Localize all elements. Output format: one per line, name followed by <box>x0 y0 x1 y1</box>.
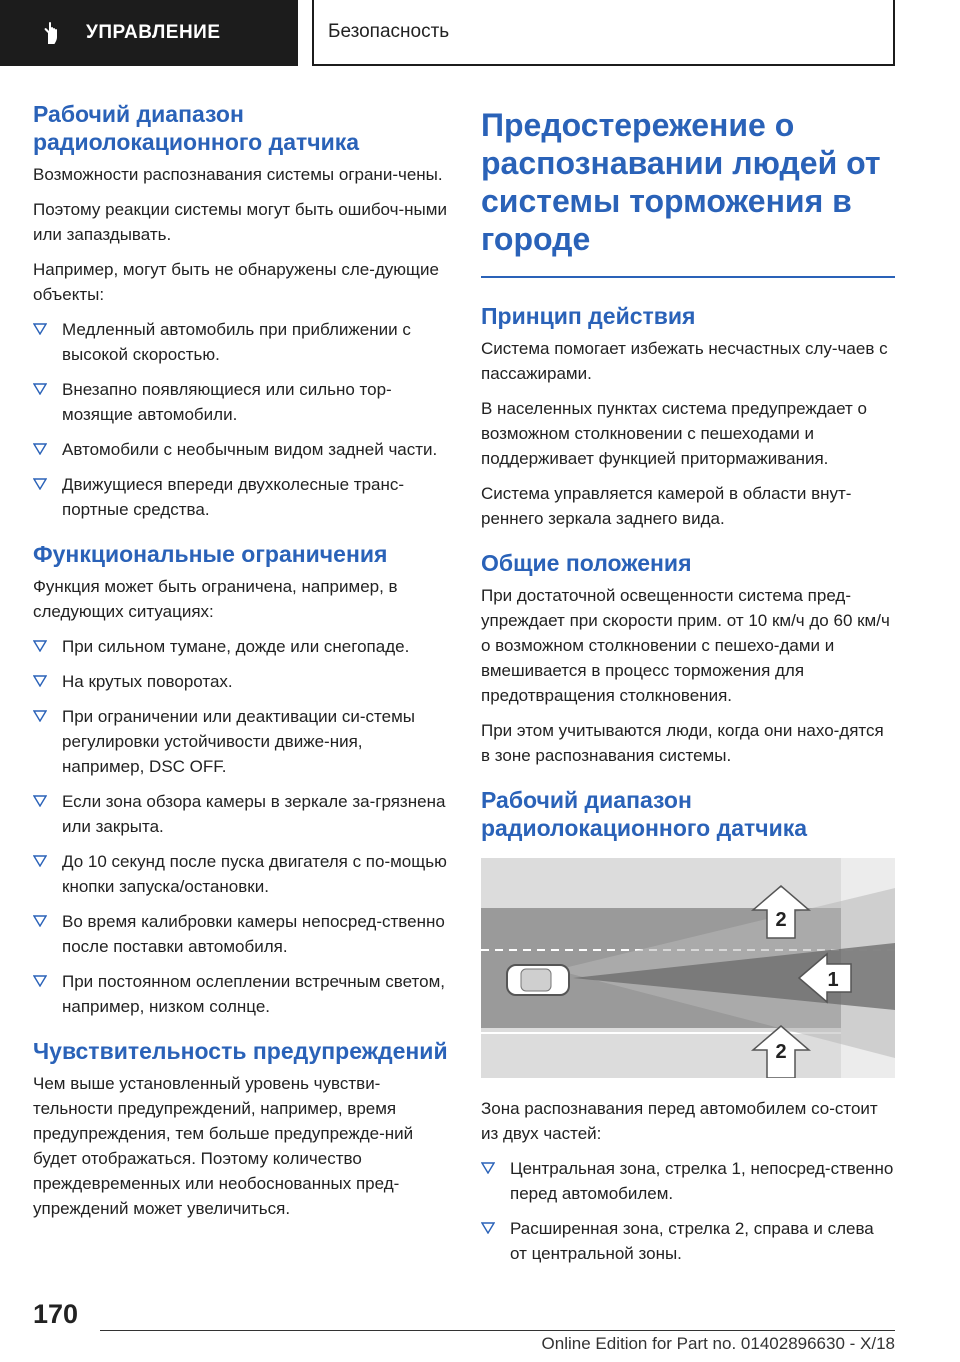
triangle-bullet-icon <box>33 675 47 687</box>
chapter-tab <box>0 0 298 66</box>
svg-text:2: 2 <box>775 909 787 931</box>
list-item: На крутых поворотах. <box>33 669 448 694</box>
section-label: Безопасность <box>328 21 450 42</box>
list-item: Внезапно появляющиеся или сильно тор-мозящие автомобили. <box>33 377 448 427</box>
section-title-sensor-range-right: Рабочий диапазон радиолокационного датчика <box>481 787 808 841</box>
list-item: До 10 секунд после пуска двигателя с по-мощью кнопки запуска/остановки. <box>33 849 448 899</box>
title-divider <box>481 276 895 278</box>
section-title-general: Общие положения <box>481 550 692 576</box>
triangle-bullet-icon <box>481 1162 495 1174</box>
section-title-sensitivity: Чувствительность предупреждений <box>33 1038 448 1064</box>
paragraph: При этом учитываются люди, когда они нахо-дятся в зоне распознавания системы. <box>481 721 884 765</box>
triangle-bullet-icon <box>33 975 47 987</box>
page-number: 170 <box>33 1299 79 1329</box>
triangle-bullet-icon <box>33 795 47 807</box>
paragraph: Например, могут быть не обнаружены сле-дующие объекты: <box>33 260 439 304</box>
section-tab <box>312 0 895 66</box>
main-title: Предостережение о распознавании людей от системы торможения в городе <box>481 107 881 257</box>
list-item: Медленный автомобиль при приближении с высокой скоростью. <box>33 317 448 367</box>
paragraph: Возможности распознавания системы ограни-чены. <box>33 165 443 184</box>
sensor-range-diagram <box>481 858 895 1078</box>
list-item: Если зона обзора камеры в зеркале за-грязнена или закрыта. <box>33 789 448 839</box>
paragraph: Поэтому реакции системы могут быть ошибоч-ными или запаздывать. <box>33 200 447 244</box>
svg-text:2: 2 <box>775 1041 787 1063</box>
section-title-principle: Принцип действия <box>481 303 696 329</box>
left-column <box>33 100 448 1231</box>
list-item: Движущиеся впереди двухколесные транс-портные средства. <box>33 472 448 522</box>
list-item: При постоянном ослеплении встречным светом, например, низком солнце. <box>33 969 448 1019</box>
triangle-bullet-icon <box>33 383 47 395</box>
list-item: Центральная зона, стрелка 1, непосред-ственно перед автомобилем. <box>481 1156 895 1206</box>
paragraph: Чем выше установленный уровень чувстви-тельности предупреждений, например, время предупреждения, тем больше предупрежде-ний будет отображаться. Поэтому количество преждевременных или необоснованных пред-упреждений может увеличиться. <box>33 1074 414 1218</box>
list-item: Во время калибровки камеры непосред-ственно после поставки автомобиля. <box>33 909 448 959</box>
svg-text:1: 1 <box>827 969 839 991</box>
paragraph: В населенных пунктах система предупреждает о возможном столкновении с пешеходами и поддерживает функцией притормаживания. <box>481 399 867 468</box>
paragraph: Зона распознавания перед автомобилем со-стоит из двух частей: <box>481 1099 878 1143</box>
hand-icon <box>40 20 66 46</box>
triangle-bullet-icon <box>33 855 47 867</box>
triangle-bullet-icon <box>33 915 47 927</box>
paragraph: Система управляется камерой в области внут-реннего зеркала заднего вида. <box>481 484 852 528</box>
bullet-list <box>33 634 448 1019</box>
list-item: Расширенная зона, стрелка 2, справа и слева от центральной зоны. <box>481 1216 895 1266</box>
paragraph: Система помогает избежать несчастных слу-чаев с пассажирами. <box>481 339 888 383</box>
paragraph: Функция может быть ограничена, например, в следующих ситуациях: <box>33 577 398 621</box>
triangle-bullet-icon <box>33 323 47 335</box>
triangle-bullet-icon <box>33 640 47 652</box>
triangle-bullet-icon <box>33 710 47 722</box>
section-title-sensor-range: Рабочий диапазон радиолокационного датчика <box>33 101 360 155</box>
list-item: При сильном тумане, дожде или снегопаде. <box>33 634 448 659</box>
triangle-bullet-icon <box>33 478 47 490</box>
right-column <box>481 100 895 1284</box>
edition-text: Online Edition for Part no. 01402896630 - X/18 <box>541 1334 895 1353</box>
footer-divider <box>100 1330 895 1331</box>
page-header <box>0 0 960 66</box>
car-icon <box>507 965 569 995</box>
section-title-limitations: Функциональные ограничения <box>33 541 388 567</box>
bullet-list <box>33 317 448 522</box>
triangle-bullet-icon <box>481 1222 495 1234</box>
list-item: При ограничении или деактивации си-стемы регулировки устойчивости движе-ния, например, DSC OFF. <box>33 704 448 779</box>
triangle-bullet-icon <box>33 443 47 455</box>
paragraph: При достаточной освещенности система пред-упреждает при скорости прим. от 10 км/ч до 60 км/ч о возможном столкновении с пешехо-дами и вмешивается в процесс торможения для предотвращения столкновения. <box>481 586 890 705</box>
list-item: Автомобили с необычным видом задней части. <box>33 437 448 462</box>
bullet-list <box>481 1156 895 1266</box>
chapter-label: УПРАВЛЕНИЕ <box>86 22 221 43</box>
